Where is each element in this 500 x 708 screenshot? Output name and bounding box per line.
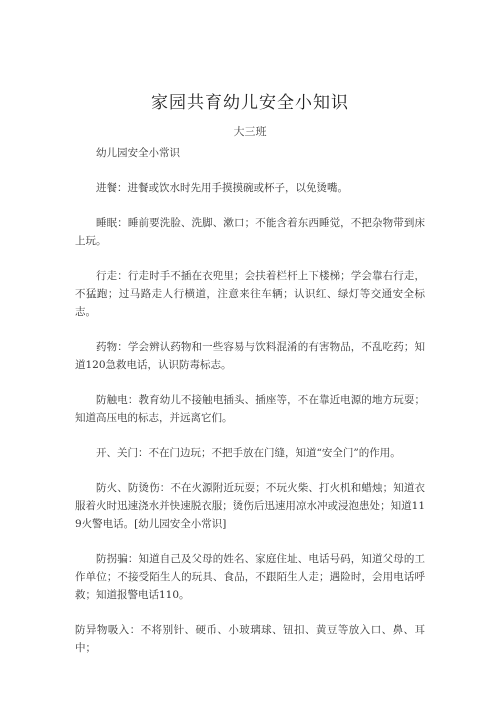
paragraph-electric-shock: 防触电：教育幼儿不接触电插头、插座等，不在靠近电源的地方玩耍；知道高压电的标志，并远离它们。 <box>75 394 425 424</box>
paragraph-doors: 开、关门：不在门边玩；不把手放在门缝，知道“安全门”的作用。 <box>96 447 401 459</box>
paragraph-meal: 进餐：进餐或饮水时先用手摸摸碗或杯子，以免烫嘴。 <box>96 182 348 194</box>
paragraph-sleep: 睡眠：睡前要洗脸、洗脚、漱口；不能含着东西睡觉，不把杂物带到床上玩。 <box>75 217 425 247</box>
document-body <box>75 144 425 674</box>
section-heading: 幼儿园安全小常识 <box>96 147 180 159</box>
paragraph-walking: 行走：行走时手不插在衣兜里；会扶着栏杆上下楼梯；学会靠右行走，不猛跑；过马路走人行横道，注意来往车辆；认识红、绿灯等交通安全标志。 <box>75 270 425 318</box>
class-name: 大三班 <box>233 125 267 138</box>
paragraph-foreign-objects: 防异物吸入：不将别针、硬币、小玻璃球、钮扣、黄豆等放入口、鼻、耳中； <box>75 624 425 654</box>
paragraph-abduction: 防拐骗：知道自己及父母的姓名、家庭住址、电话号码，知道父母的工作单位；不接受陌生人的玩具、食品，不跟陌生人走；遇险时，会用电话呼救；知道报警电话110。 <box>75 553 425 601</box>
document-title: 家园共育幼儿安全小知识 <box>151 93 349 113</box>
paragraph-medicine: 药物：学会辨认药物和一些容易与饮料混淆的有害物品，不乱吃药；知道120急救电话，认识防毒标志。 <box>75 341 425 371</box>
paragraph-fire-burns: 防火、防烫伤：不在火源附近玩耍；不玩火柴、打火机和蜡烛；知道衣服着火时迅速浇水并快速脱衣服；烫伤后迅速用凉水冲或浸泡患处；知道119火警电话。[幼儿园安全小常识] <box>75 482 425 530</box>
